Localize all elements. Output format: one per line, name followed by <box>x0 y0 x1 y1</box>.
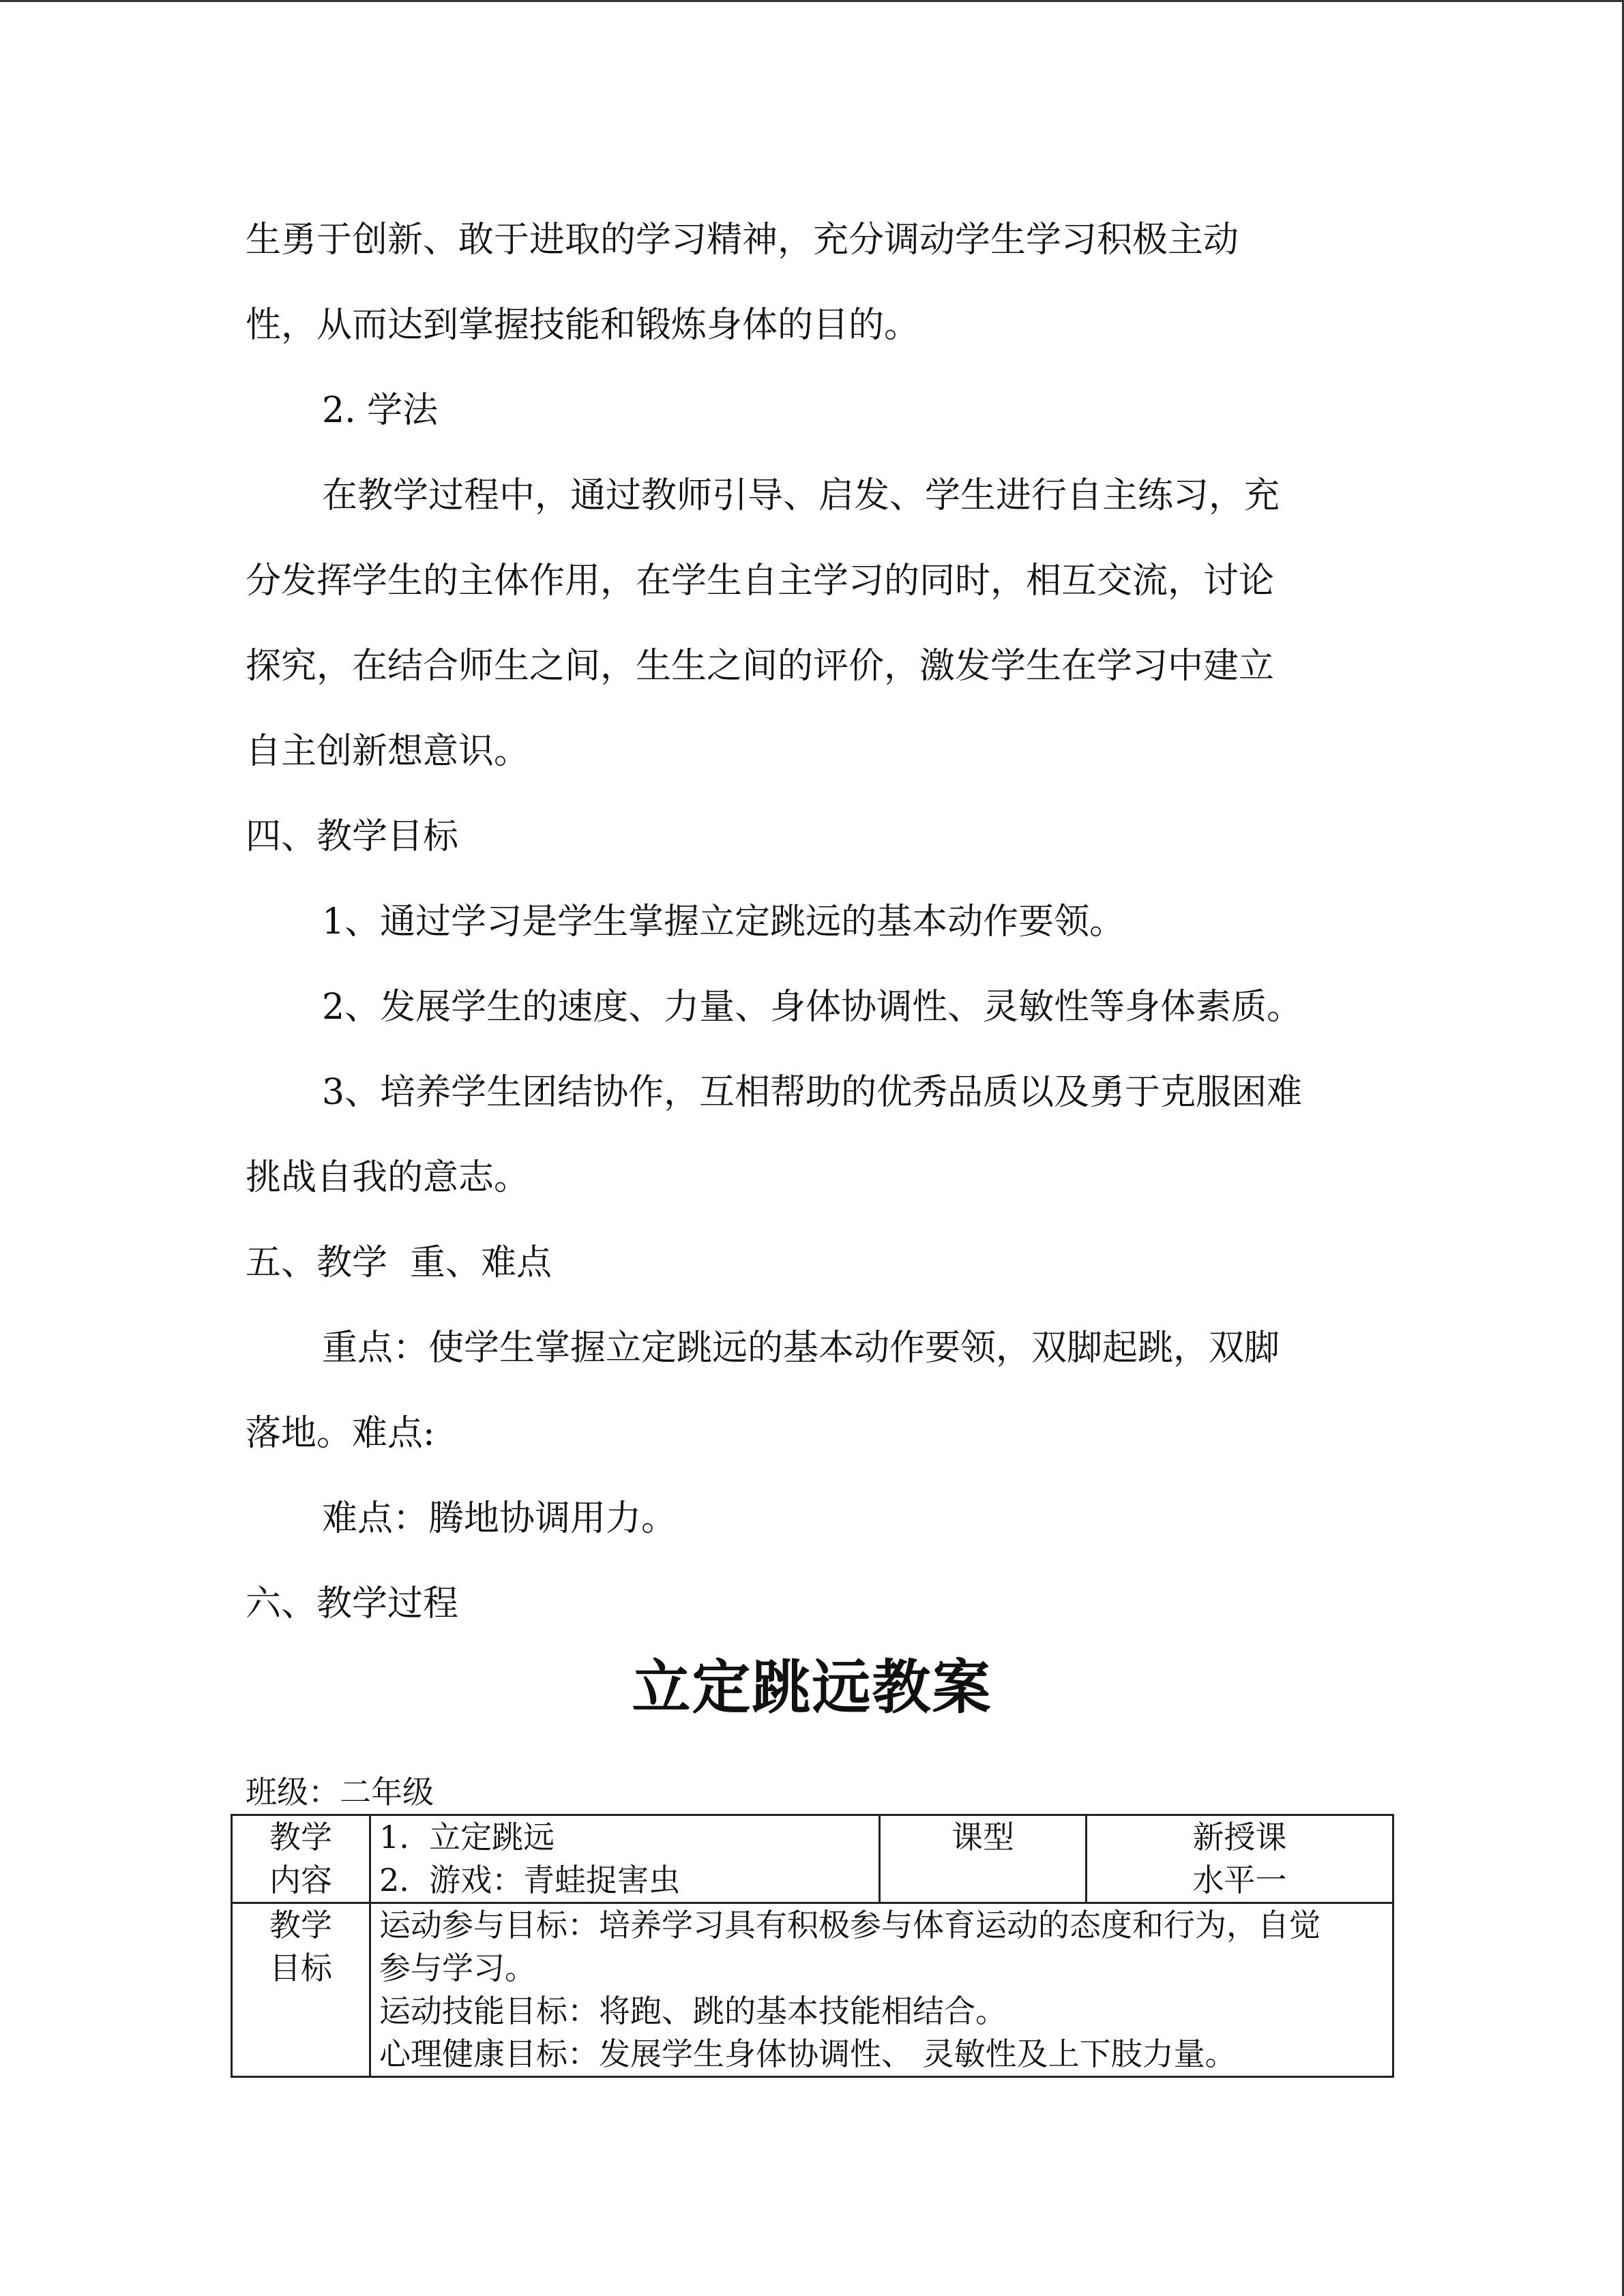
objective-item: 3、培养学生团结协作，互相帮助的优秀品质以及勇于克服困难 <box>322 1072 1303 1113</box>
section-heading-objectives: 四、教学目标 <box>246 816 459 857</box>
paragraph-line: 自主创新想意识。 <box>246 731 530 772</box>
table-row <box>232 1903 1393 2077</box>
lesson-plan-title: 立定跳远教案 <box>632 1654 992 1722</box>
table-label-objectives: 教学 目标 <box>232 1903 370 2077</box>
paragraph-line: 生勇于创新、敢于进取的学习精神，充分调动学生学习积极主动 <box>246 220 1239 260</box>
section-heading-study-method: 2. 学法 <box>322 390 439 431</box>
table-label-content: 教学 内容 <box>232 1815 370 1903</box>
paragraph-line: 落地。难点: <box>246 1413 435 1454</box>
paragraph-line: 挑战自我的意志。 <box>246 1157 530 1198</box>
paragraph-line: 探究，在结合师生之间，生生之间的评价，激发学生在学习中建立 <box>246 646 1275 687</box>
lesson-plan-table <box>231 1814 1394 2078</box>
table-cell-type-label: 课型 <box>880 1815 1087 1903</box>
paragraph-line: 分发挥学生的主体作用，在学生自主学习的同时，相互交流，讨论 <box>246 561 1275 601</box>
table-cell-content-items: 1. 立定跳远 2. 游戏：青蛙捉害虫 <box>370 1815 880 1903</box>
class-line: 班级：二年级 <box>246 1774 434 1810</box>
objective-item: 1、通过学习是学生掌握立定跳远的基本动作要领。 <box>322 901 1125 942</box>
section-heading-process: 六、教学过程 <box>246 1583 459 1624</box>
key-point-line: 重点：使学生掌握立定跳远的基本动作要领，双脚起跳，双脚 <box>322 1328 1280 1369</box>
difficulty-line: 难点：腾地协调用力。 <box>322 1498 677 1539</box>
table-row <box>232 1815 1393 1903</box>
table-cell-type-value: 新授课 水平一 <box>1087 1815 1393 1903</box>
paragraph-line: 在教学过程中，通过教师引导、启发、学生进行自主练习，充 <box>322 475 1280 516</box>
paragraph-line: 性，从而达到掌握技能和锻炼身体的目的。 <box>246 305 920 346</box>
objective-item: 2、发展学生的速度、力量、身体协调性、灵敏性等身体素质。 <box>322 987 1303 1028</box>
page-top-border <box>0 0 1624 2</box>
section-heading-key-points: 五、教学 重、难点 <box>246 1242 552 1283</box>
table-cell-objectives: 运动参与目标：培养学习具有积极参与体育运动的态度和行为，自觉 参与学习。 运动技能目标：将跑、跳的基本技能相结合。 心理健康目标：发展学生身体协调性、 灵敏性及上下肢力量。 <box>370 1903 1393 2077</box>
